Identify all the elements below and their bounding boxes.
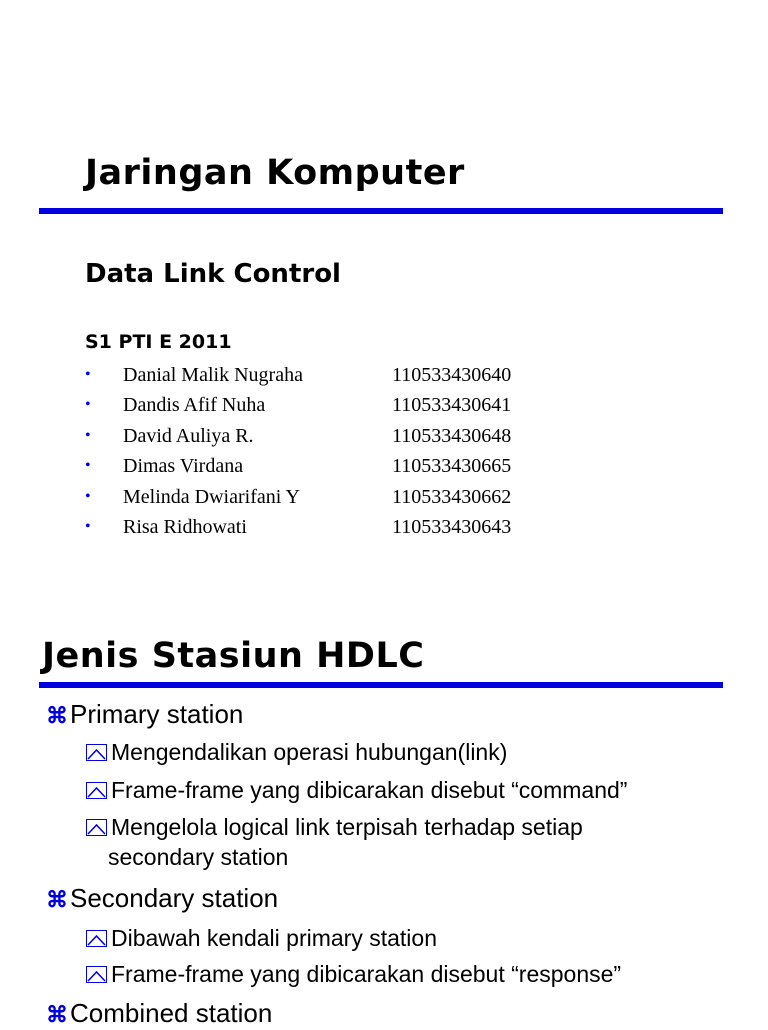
checkbox-chevron-icon xyxy=(86,744,107,761)
member-name: Melinda Dwiarifani Y xyxy=(123,485,300,508)
primary-item-1: Mengendalikan operasi hubungan(link) xyxy=(111,739,508,765)
title-underline xyxy=(39,682,723,688)
member-name: Dandis Afif Nuha xyxy=(123,394,266,417)
combined-station-item xyxy=(46,998,272,1030)
member-name: Risa Ridhowati xyxy=(123,515,247,538)
primary-station-item xyxy=(46,699,243,731)
primary-item-3: Mengelola logical link terpisah terhadap setiap xyxy=(111,814,583,840)
primary-item-2: Frame-frame yang dibicarakan disebut “command” xyxy=(111,777,628,803)
secondary-station-item xyxy=(46,883,278,915)
list-item xyxy=(85,421,545,451)
bullet-icon: • xyxy=(85,396,91,414)
command-key-icon: ⌘ xyxy=(46,887,68,912)
member-nim: 110533430648 xyxy=(392,424,512,447)
list-item xyxy=(86,923,726,953)
slide-subtitle: Data Link Control xyxy=(85,259,341,289)
member-nim: 110533430640 xyxy=(392,364,512,386)
list-item xyxy=(85,360,545,390)
title-underline xyxy=(39,208,723,214)
list-item xyxy=(86,775,726,805)
bullet-icon: • xyxy=(85,426,91,444)
member-nim: 110533430665 xyxy=(392,455,512,478)
secondary-item-1: Dibawah kendali primary station xyxy=(111,925,437,951)
class-label: S1 PTI E 2011 xyxy=(85,331,232,353)
slide-hdlc-stations xyxy=(0,610,768,1028)
bullet-icon: • xyxy=(85,457,91,475)
secondary-station-label: Secondary station xyxy=(70,883,279,913)
primary-station-label: Primary station xyxy=(70,699,244,729)
slide-heading: Jenis Stasiun HDLC xyxy=(42,636,425,676)
member-nim: 110533430662 xyxy=(392,485,512,508)
command-key-icon: ⌘ xyxy=(46,703,68,728)
member-nim: 110533430643 xyxy=(392,515,512,538)
list-item xyxy=(85,390,545,420)
bullet-icon: • xyxy=(85,487,91,505)
list-item xyxy=(85,482,545,512)
combined-station-label: Combined station xyxy=(70,998,273,1028)
bullet-icon: • xyxy=(85,366,91,383)
checkbox-chevron-icon xyxy=(86,819,107,836)
member-name: Danial Malik Nugraha xyxy=(123,364,303,386)
list-item xyxy=(86,959,726,989)
slide-title-heading: Jaringan Komputer xyxy=(85,153,465,193)
bullet-icon: • xyxy=(85,517,91,535)
command-key-icon: ⌘ xyxy=(46,1002,68,1027)
checkbox-chevron-icon xyxy=(86,930,107,947)
member-name: David Auliya R. xyxy=(123,424,254,447)
secondary-item-2: Frame-frame yang dibicarakan disebut “response” xyxy=(111,961,622,987)
list-item xyxy=(85,512,545,542)
list-item xyxy=(85,451,545,481)
list-item xyxy=(86,812,726,872)
list-item xyxy=(86,737,726,767)
member-nim: 110533430641 xyxy=(392,394,512,417)
member-list xyxy=(85,360,545,542)
checkbox-chevron-icon xyxy=(86,966,107,983)
member-name: Dimas Virdana xyxy=(123,455,244,478)
primary-item-3-continued: secondary station xyxy=(108,844,289,870)
checkbox-chevron-icon xyxy=(86,782,107,799)
